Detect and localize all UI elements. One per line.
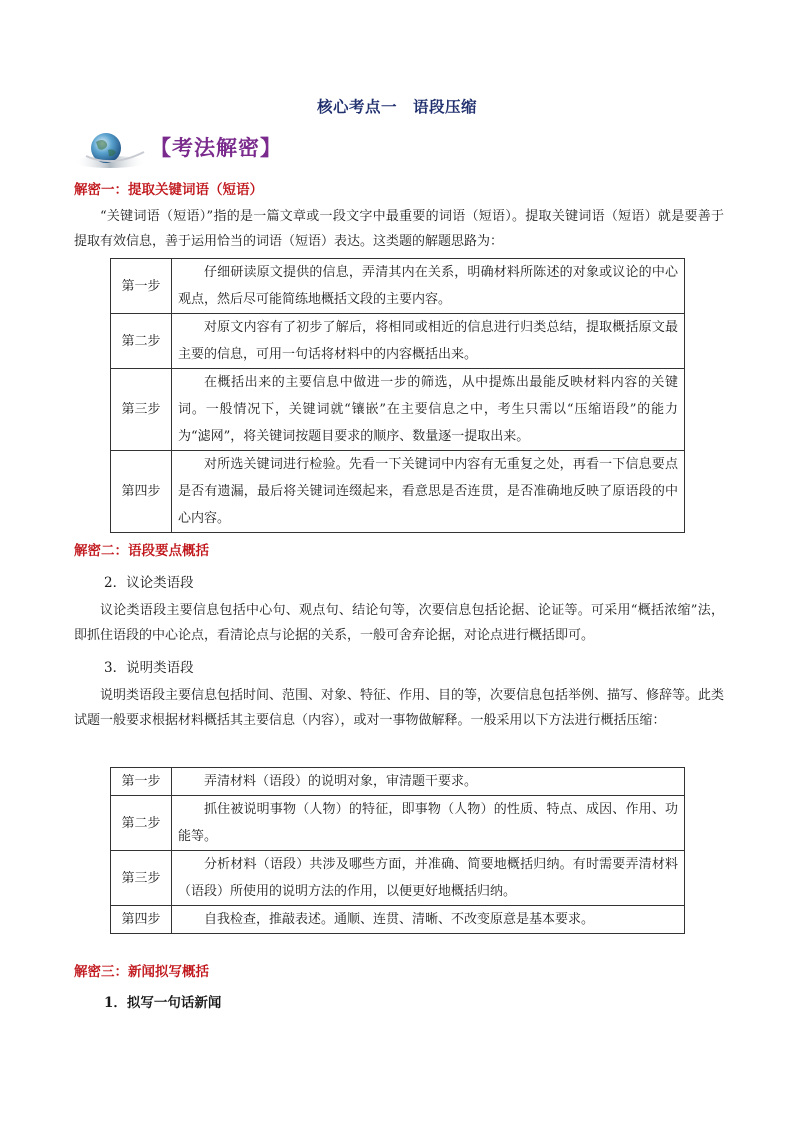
table-row [111,259,685,314]
step-content: 对原文内容有了初步了解后，将相同或相近的信息进行归类总结，提取概括原文最主要的信息，可用一句话将材料中的内容概括出来。 [172,314,685,369]
table-row [111,768,685,796]
step-label: 第四步 [111,906,172,934]
table-row [111,314,685,369]
step-content: 抓住被说明事物（人物）的特征，即事物（人物）的性质、特点、成因、作用、功能等。 [172,796,685,851]
step-content: 分析材料（语段）共涉及哪些方面，并准确、简要地概括归纳。有时需要弄清材料（语段）所使用的说明方法的作用，以便更好地概括归纳。 [172,851,685,906]
step-label: 第二步 [111,796,172,851]
steps-table-2 [110,767,685,934]
subsection-heading-expository: 3．说明类语段 [104,660,194,676]
section-heading-1: 解密一：提取关键词语（短语） [74,182,263,198]
step-label: 第二步 [111,314,172,369]
step-content: 自我检查，推敲表述。通顺、连贯、清晰、不改变原意是基本要求。 [172,906,685,934]
step-content: 对所选关键词进行检验。先看一下关键词中内容有无重复之处，再看一下信息要点是否有遗漏，最后将关键词连缀起来，看意思是否连贯，是否准确地反映了原语段的中心内容。 [172,451,685,533]
banner-label: 【考法解密】 [150,135,282,160]
step-label: 第一步 [111,259,172,314]
steps-table-1 [110,258,685,533]
table-row [111,796,685,851]
expository-paragraph: 说明类语段主要信息包括时间、范围、对象、特征、作用、目的等，次要信息包括举例、描写、修辞等。此类试题一般要求根据材料概括其主要信息（内容），或对一事物做解释。一般采用以下方法进行概括压缩： [74,688,725,728]
step-label: 第一步 [111,768,172,796]
subsection-heading-argumentative: 2．议论类语段 [104,575,194,591]
table-row [111,851,685,906]
section1-intro: “关键词语（短语）”指的是一篇文章或一段文字中最重要的词语（短语）。提取关键词语（短语）就是要善于提取有效信息，善于运用恰当的词语（短语）表达。这类题的解题思路为： [74,209,724,249]
step-content: 在概括出来的主要信息中做进一步的筛选，从中提炼出最能反映材料内容的关键词。一般情况下，关键词就“镶嵌”在主要信息之中，考生只需以“压缩语段”的能力为“滤网”，将关键词按题目要求的顺序、数量逐一提取出来。 [172,369,685,451]
table-row [111,369,685,451]
step-label: 第三步 [111,369,172,451]
table-row [111,906,685,934]
step-content: 仔细研读原文提供的信息，弄清其内在关系，明确材料所陈述的对象或议论的中心观点，然后尽可能简练地概括文段的主要内容。 [172,259,685,314]
page-title: 核心考点一 语段压缩 [316,97,477,116]
argumentative-paragraph: 议论类语段主要信息包括中心句、观点句、结论句等，次要信息包括论据、论证等。可采用“概括浓缩”法，即抓住语段的中心论点，看清论点与论据的关系，一般可舍弃论据，对论点进行概括即可。 [74,603,724,643]
section-heading-2: 解密二：语段要点概括 [74,543,209,559]
subsection-heading-news: 1．拟写一句话新闻 [104,995,222,1011]
step-content: 弄清材料（语段）的说明对象，审清题干要求。 [172,768,685,796]
step-label: 第四步 [111,451,172,533]
section-banner [72,128,332,172]
table-row [111,451,685,533]
step-label: 第三步 [111,851,172,906]
section-heading-3: 解密三：新闻拟写概括 [74,964,209,980]
globe-icon [72,128,152,172]
